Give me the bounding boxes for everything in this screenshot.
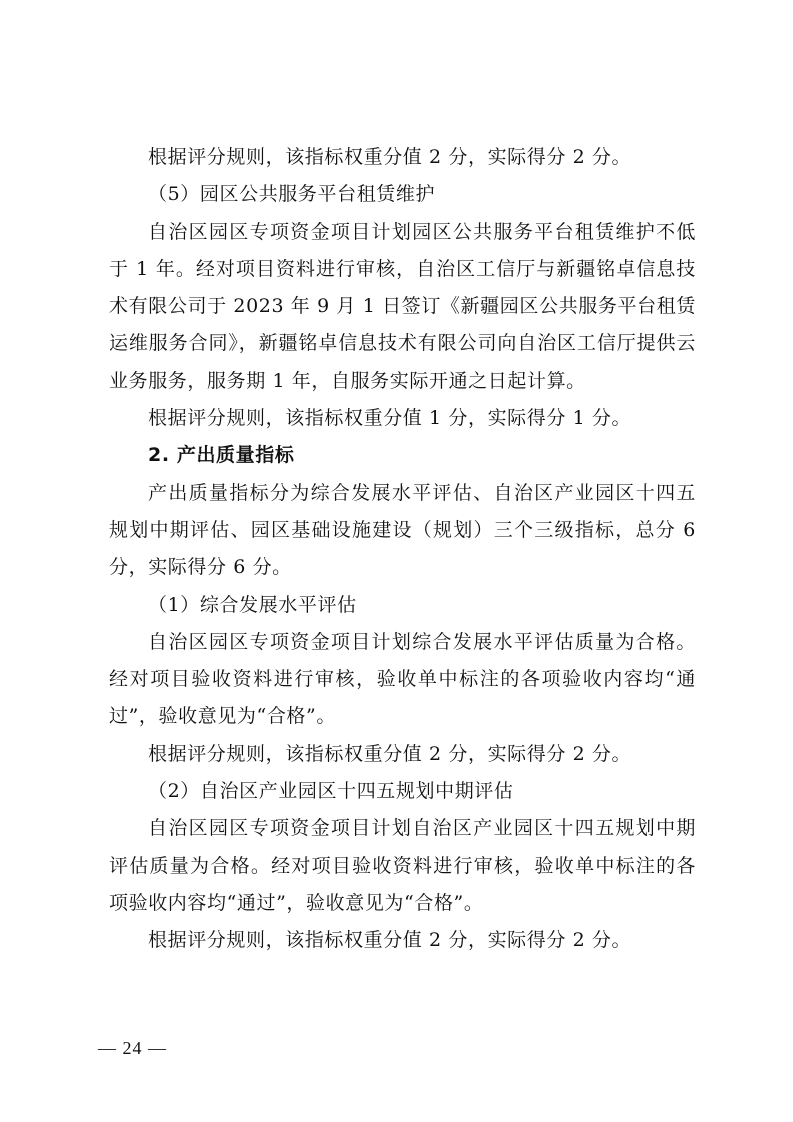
page-number: — 24 — — [98, 1038, 167, 1058]
platform-rental-paragraph: 自治区园区专项资金项目计划园区公共服务平台租赁维护不低于 1 年。经对项目资料进行审核，自治区工信厅与新疆铭卓信息技术有限公司于 2023 年 9 月 1 日签订《新疆园区公共服务平台租赁运维服务合同》，新疆铭卓信息技术有限公司向自治区工信厅提供云业务服务，服务期 1 年，自服务实际开通之日起计算。 — [109, 220, 696, 392]
subheading-midterm-evaluation: （2）自治区产业园区十四五规划中期评估 — [148, 780, 514, 803]
midterm-evaluation-paragraph: 自治区园区专项资金项目计划自治区产业园区十四五规划中期评估质量为合格。经对项目验收资料进行审核，验收单中标注的各项验收内容均“通过”，验收意见为“合格”。 — [109, 817, 696, 914]
subheading-platform-rental: （5）园区公共服务平台租赁维护 — [148, 183, 436, 206]
section-heading-output-quality: 2. 产出质量指标 — [148, 444, 295, 467]
score-paragraph-3: 根据评分规则，该指标权重分值 2 分，实际得分 2 分。 — [148, 742, 632, 765]
development-evaluation-paragraph: 自治区园区专项资金项目计划综合发展水平评估质量为合格。经对项目验收资料进行审核，验收单中标注的各项验收内容均“通过”，验收意见为“合格”。 — [109, 630, 696, 728]
body-text — [109, 139, 696, 960]
score-paragraph-1: 根据评分规则，该指标权重分值 2 分，实际得分 2 分。 — [148, 146, 632, 168]
output-quality-summary: 产出质量指标分为综合发展水平评估、自治区产业园区十四五规划中期评估、园区基础设施建设（规划）三个三级指标，总分 6 分，实际得分 6 分。 — [109, 481, 696, 579]
subheading-development-evaluation: （1）综合发展水平评估 — [148, 593, 357, 616]
score-paragraph-2: 根据评分规则，该指标权重分值 1 分，实际得分 1 分。 — [148, 407, 632, 430]
score-paragraph-4: 根据评分规则，该指标权重分值 2 分，实际得分 2 分。 — [148, 929, 632, 952]
